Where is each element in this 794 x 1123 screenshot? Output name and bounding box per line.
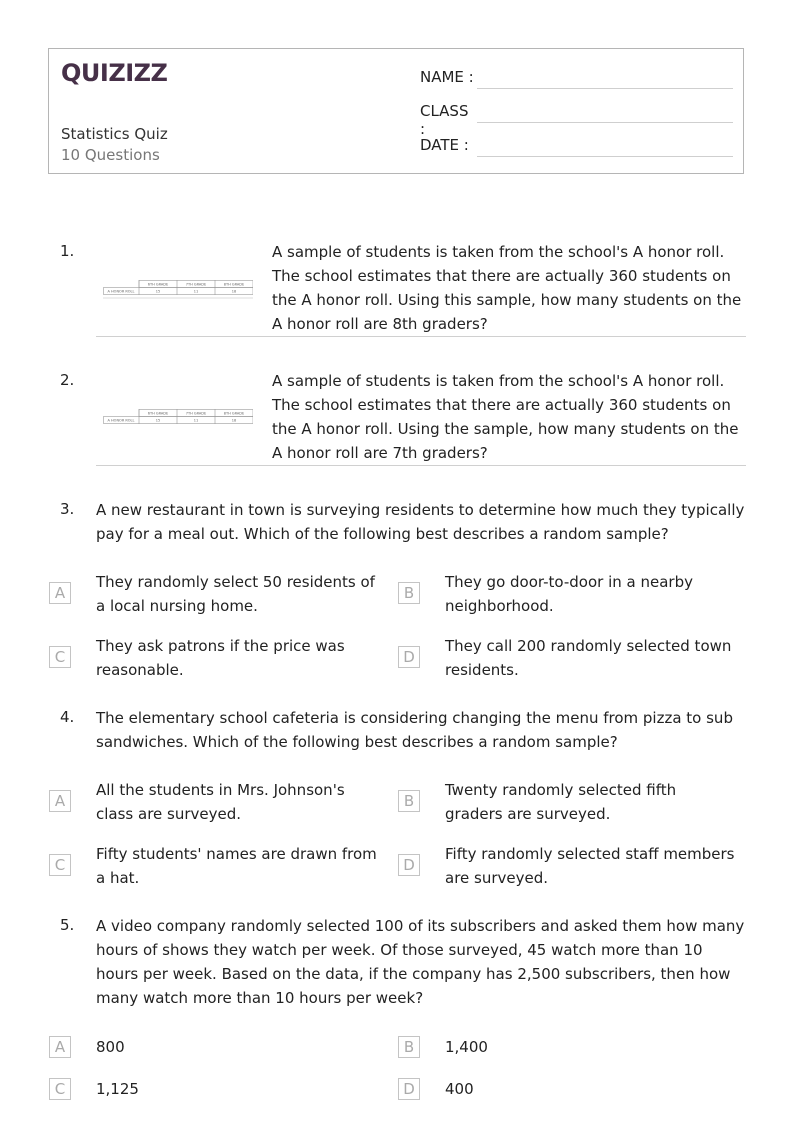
option-b-box[interactable]: B bbox=[398, 790, 420, 812]
option-c-box[interactable]: C bbox=[49, 646, 71, 668]
option-a-text[interactable]: They randomly select 50 residents of a local nursing home. bbox=[96, 573, 375, 615]
quizizz-logo: QUIZIZZ bbox=[61, 59, 168, 87]
question-number: 2. bbox=[60, 371, 75, 389]
question-number: 4. bbox=[60, 708, 75, 726]
question-number: 1. bbox=[60, 242, 75, 260]
option-b-text[interactable]: They go door-to-door in a nearby neighborhood. bbox=[445, 573, 693, 615]
table-header: 6TH GRADE bbox=[147, 282, 169, 287]
table-header: 7TH GRADE bbox=[185, 282, 207, 287]
question-text: A new restaurant in town is surveying residents to determine how much they typically pay for a meal out. Which of the following best describes a random sample? bbox=[96, 501, 745, 543]
option-a-box[interactable]: A bbox=[49, 582, 71, 604]
option-d-box[interactable]: D bbox=[398, 1078, 420, 1100]
question-divider bbox=[96, 336, 746, 337]
table-row-label: A HONOR ROLL bbox=[107, 289, 135, 294]
option-a-text[interactable]: 800 bbox=[96, 1038, 125, 1056]
table-cell: 11 bbox=[193, 418, 199, 423]
table-row-label: A HONOR ROLL bbox=[107, 418, 135, 423]
date-field[interactable] bbox=[420, 136, 476, 154]
option-b-box[interactable]: B bbox=[398, 582, 420, 604]
class-line bbox=[477, 122, 733, 123]
option-a-box[interactable]: A bbox=[49, 1036, 71, 1058]
table-header: 6TH GRADE bbox=[147, 411, 169, 416]
class-field[interactable] bbox=[420, 102, 476, 138]
table-cell: 11 bbox=[193, 289, 199, 294]
name-field[interactable] bbox=[420, 68, 476, 86]
option-b-text[interactable]: 1,400 bbox=[445, 1038, 488, 1056]
question-divider bbox=[96, 465, 746, 466]
question-text: A video company randomly selected 100 of its subscribers and asked them how many hours of shows they watch per week. Of those surveyed, 45 watch more than 10 hours per week. Based on the data, if the company has 2,500 subscribers, then how many watch more than 10 hours per week? bbox=[96, 917, 745, 1007]
question-text: A sample of students is taken from the school's A honor roll. The school estimates that there are actually 360 students on the A honor roll. Using this sample, how many students on the A honor roll are 8th graders? bbox=[272, 243, 742, 333]
question-text: A sample of students is taken from the school's A honor roll. The school estimates that there are actually 360 students on the A honor roll. Using the sample, how many students on the A honor roll are 7th graders? bbox=[272, 372, 739, 462]
option-c-text[interactable]: 1,125 bbox=[96, 1080, 139, 1098]
option-d-text[interactable]: They call 200 randomly selected town residents. bbox=[445, 637, 732, 679]
table-cell: 15 bbox=[155, 418, 161, 423]
option-c-box[interactable]: C bbox=[49, 1078, 71, 1100]
table-cell: 18 bbox=[231, 418, 237, 423]
honor-roll-table-image bbox=[103, 280, 253, 300]
table-header: 7TH GRADE bbox=[185, 411, 207, 416]
option-c-text[interactable]: They ask patrons if the price was reasonable. bbox=[96, 637, 345, 679]
table-cell: 15 bbox=[155, 289, 161, 294]
option-c-box[interactable]: C bbox=[49, 854, 71, 876]
option-d-box[interactable]: D bbox=[398, 646, 420, 668]
option-b-box[interactable]: B bbox=[398, 1036, 420, 1058]
question-number: 5. bbox=[60, 916, 75, 934]
option-b-text[interactable]: Twenty randomly selected fifth graders are surveyed. bbox=[445, 781, 677, 823]
table-header: 8TH GRADE bbox=[223, 282, 245, 287]
option-d-text[interactable]: 400 bbox=[445, 1080, 474, 1098]
option-a-text[interactable]: All the students in Mrs. Johnson's class are surveyed. bbox=[96, 781, 345, 823]
option-c-text[interactable]: Fifty students' names are drawn from a hat. bbox=[96, 845, 377, 887]
date-line bbox=[477, 156, 733, 157]
option-d-text[interactable]: Fifty randomly selected staff members are surveyed. bbox=[445, 845, 735, 887]
question-text: The elementary school cafeteria is considering changing the menu from pizza to sub sandwiches. Which of the following best describes a random sample? bbox=[96, 709, 733, 751]
worksheet-header bbox=[48, 48, 744, 174]
name-line bbox=[477, 88, 733, 89]
date-label: DATE : bbox=[420, 136, 469, 154]
quiz-title: Statistics Quiz bbox=[61, 125, 168, 143]
table-header: 8TH GRADE bbox=[223, 411, 245, 416]
table-cell: 18 bbox=[231, 289, 237, 294]
question-count: 10 Questions bbox=[61, 146, 160, 164]
question-number: 3. bbox=[60, 500, 75, 518]
option-d-box[interactable]: D bbox=[398, 854, 420, 876]
class-label: CLASS : bbox=[420, 102, 469, 138]
name-label: NAME : bbox=[420, 68, 474, 86]
honor-roll-table-image bbox=[103, 409, 253, 429]
option-a-box[interactable]: A bbox=[49, 790, 71, 812]
